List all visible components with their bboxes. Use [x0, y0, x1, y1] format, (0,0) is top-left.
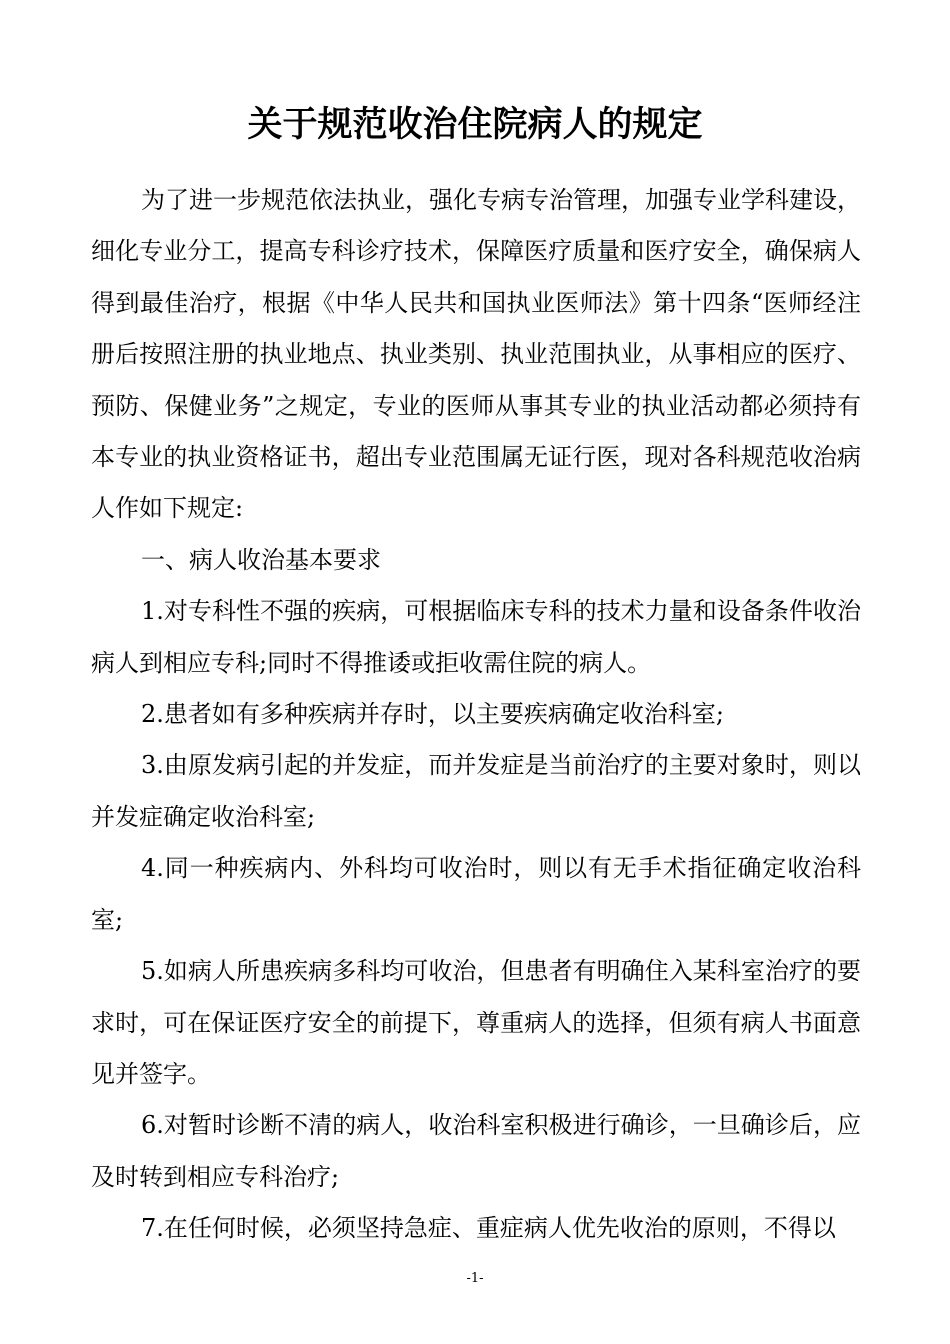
section-heading-basic-requirements: 一、病人收治基本要求	[141, 545, 381, 574]
list-item-3: 3.由原发病引起的并发症，而并发症是当前治疗的主要对象时，则以并发症确定收治科室;	[91, 751, 861, 831]
paragraph-intro: 为了进一步规范依法执业，强化专病专治管理，加强专业学科建设，细化专业分工，提高专科诊疗技术，保障医疗质量和医疗安全，确保病人得到最佳治疗，根据《中华人民共和国执业医师法》第十四条“医师经注册后按照注册的执业地点、执业类别、执业范围执业，从事相应的医疗、预防、保健业务”之规定，专业的医师从事其专业的执业活动都必须持有本专业的执业资格证书，超出专业范围属无证行医，现对各科规范收治病人作如下规定:	[91, 186, 861, 523]
document-body	[91, 175, 861, 1255]
list-item-1: 1.对专科性不强的疾病，可根据临床专科的技术力量和设备条件收治病人到相应专科;同时不得推诿或拒收需住院的病人。	[91, 597, 861, 677]
list-item-5: 5.如病人所患疾病多科均可收治，但患者有明确住入某科室治疗的要求时，可在保证医疗安全的前提下，尊重病人的选择，但须有病人书面意见并签字。	[91, 957, 861, 1088]
page-number: -1-	[466, 1271, 484, 1286]
list-item-2: 2.患者如有多种疾病并存时，以主要疾病确定收治科室;	[141, 700, 724, 729]
list-item-7: 7.在任何时候，必须坚持急症、重症病人优先收治的原则，不得以	[141, 1214, 836, 1243]
list-item-6: 6.对暂时诊断不清的病人，收治科室积极进行确诊，一旦确诊后，应及时转到相应专科治疗;	[91, 1111, 861, 1191]
document-title: 关于规范收治住院病人的规定	[247, 105, 703, 145]
list-item-4: 4.同一种疾病内、外科均可收治时，则以有无手术指征确定收治科室;	[91, 854, 861, 934]
